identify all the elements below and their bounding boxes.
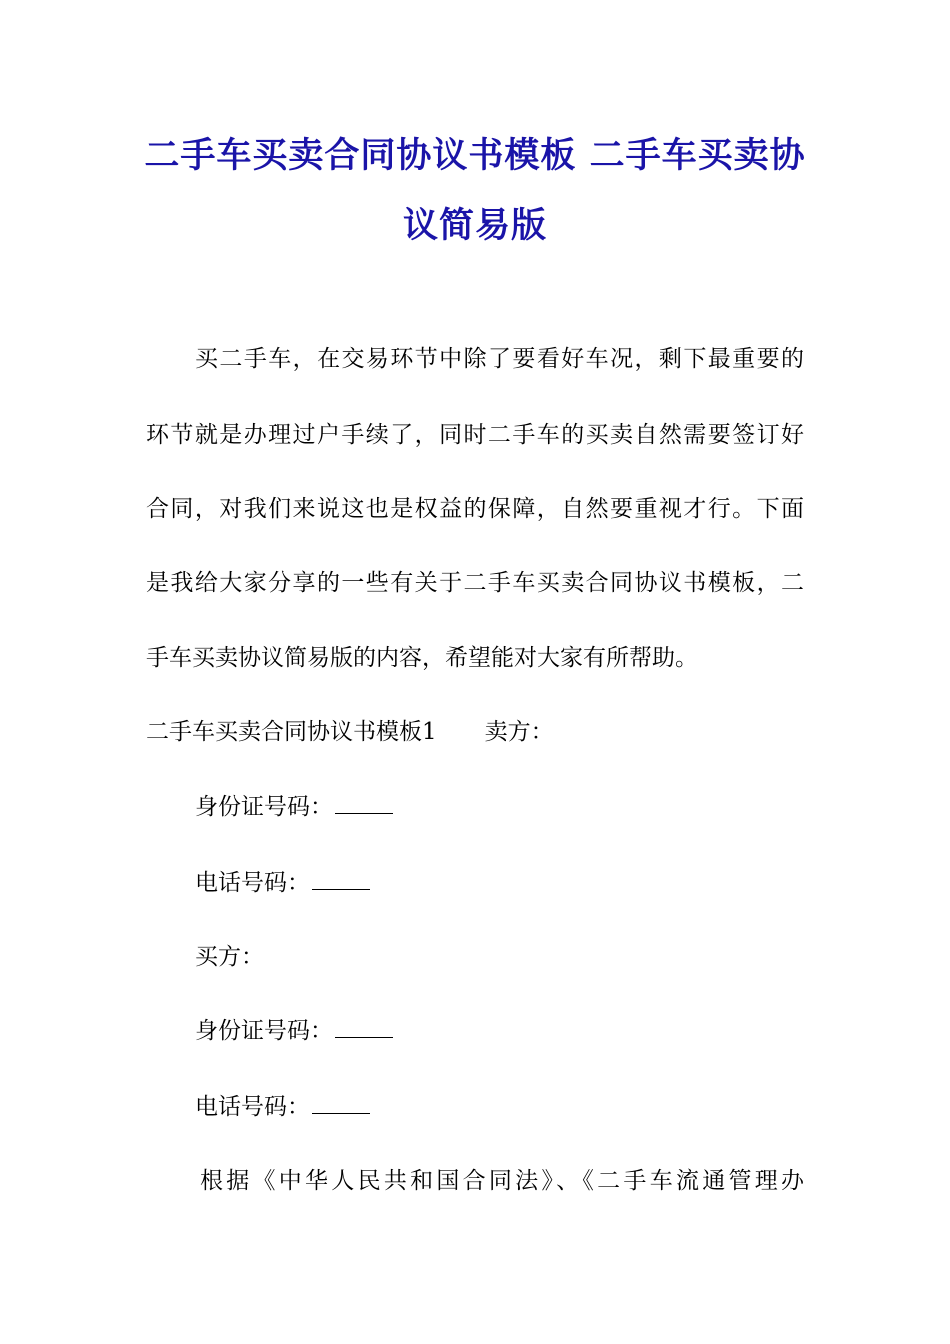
- section-heading-row: [146, 717, 554, 747]
- intro-line-4: 是我给大家分享的一些有关于二手车买卖合同协议书模板，二: [146, 570, 804, 596]
- buyer-id-row: [195, 1016, 393, 1046]
- seller-id-label: 身份证号码：: [195, 794, 333, 820]
- seller-id-row: [195, 792, 393, 822]
- intro-line-3: 合同，对我们来说这也是权益的保障，自然要重视才行。下面: [146, 496, 804, 522]
- buyer-phone-blank: [312, 1093, 370, 1114]
- seller-label: 卖方：: [484, 719, 554, 745]
- buyer-id-label: 身份证号码：: [195, 1018, 333, 1044]
- section-heading: 二手车买卖合同协议书模板1: [146, 719, 437, 745]
- document-title-line-1: 二手车买卖合同协议书模板 二手车买卖协: [144, 136, 806, 176]
- intro-line-5: 手车买卖协议简易版的内容，希望能对大家有所帮助。: [146, 645, 698, 671]
- seller-phone-row: [195, 868, 370, 898]
- buyer-phone-row: [195, 1092, 370, 1122]
- intro-line-2: 环节就是办理过户手续了，同时二手车的买卖自然需要签订好: [146, 422, 804, 448]
- closing-line: 根据《中华人民共和国合同法》、《二手车流通管理办: [200, 1168, 804, 1194]
- buyer-phone-label: 电话号码：: [195, 1094, 310, 1120]
- document-title-line-2: 议简易版: [402, 206, 547, 246]
- buyer-label: 买方：: [195, 944, 264, 970]
- seller-phone-blank: [312, 869, 370, 890]
- seller-id-blank: [335, 793, 393, 814]
- seller-phone-label: 电话号码：: [195, 870, 310, 896]
- buyer-id-blank: [335, 1017, 393, 1038]
- intro-line-1: 买二手车，在交易环节中除了要看好车况，剩下最重要的: [195, 346, 804, 372]
